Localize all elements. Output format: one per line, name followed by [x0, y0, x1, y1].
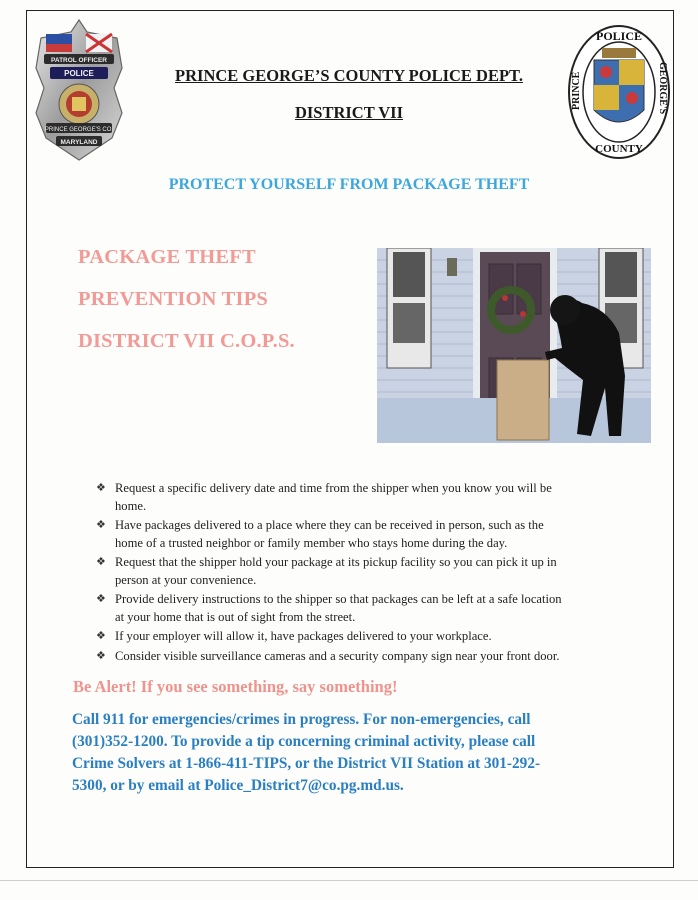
- diamond-bullet-icon: ❖: [96, 519, 106, 531]
- department-title: PRINCE GEORGE’S COUNTY POLICE DEPT.: [175, 66, 523, 85]
- badge-center-text: POLICE: [64, 69, 94, 78]
- tip-text: Consider visible surveillance cameras and a security company sign near your front door.: [115, 648, 560, 663]
- tip-text-cont: home of a trusted neighbor or family member who stays home during the day.: [115, 535, 508, 550]
- tip-text-cont: person at your convenience.: [115, 572, 257, 587]
- contact-line: Crime Solvers at 1-866-411-TIPS, or the District VII Station at 301-292-: [72, 755, 541, 772]
- tip-item: [94, 628, 624, 646]
- diamond-bullet-icon: ❖: [96, 556, 106, 568]
- diamond-bullet-icon: ❖: [96, 482, 106, 494]
- tip-text-cont: at your home that is out of sight from the street.: [115, 609, 356, 624]
- diamond-bullet-icon: ❖: [96, 593, 106, 605]
- contact-line: (301)352-1200. To provide a tip concerning criminal activity, please call: [72, 733, 536, 750]
- tip-text: Request a specific delivery date and time from the shipper when you know you will be: [115, 481, 552, 495]
- tip-item: [94, 648, 624, 666]
- badge-county-text: PRINCE GEORGE'S CO.: [44, 127, 114, 133]
- be-alert-message: Be Alert! If you see something, say something!: [73, 677, 398, 696]
- scan-edge-line: [0, 880, 698, 881]
- badge-state-text: MARYLAND: [60, 139, 98, 146]
- tip-text-cont: home.: [115, 498, 147, 513]
- tip-item: [94, 517, 624, 552]
- tagline-heading: PROTECT YOURSELF FROM PACKAGE THEFT: [168, 176, 530, 193]
- tip-text: If your employer will allow it, have packages delivered to your workplace.: [115, 629, 492, 643]
- contact-line: 5300, or by email at Police_District7@co.pg.md.us.: [72, 777, 404, 794]
- diamond-bullet-icon: ❖: [96, 630, 106, 642]
- seal-left-text: PRINCE: [571, 71, 582, 110]
- seal-bottom-text: COUNTY: [595, 143, 643, 155]
- district-title: DISTRICT VII: [294, 103, 404, 122]
- tip-text: Provide delivery instructions to the shipper so that packages can be left at a safe location: [115, 592, 562, 606]
- tip-item: [94, 480, 624, 515]
- contact-information: [72, 709, 612, 797]
- seal-right-text: GEORGE'S: [657, 62, 668, 115]
- county-police-seal-logo: [566, 22, 672, 162]
- seal-top-text: POLICE: [595, 29, 643, 43]
- tip-item: [94, 554, 624, 589]
- badge-top-text: PATROL OFFICER: [51, 57, 107, 64]
- contact-line: Call 911 for emergencies/crimes in progress. For non-emergencies, call: [72, 711, 531, 728]
- prevention-tips-list: [94, 480, 624, 667]
- tip-item: [94, 591, 624, 626]
- title-line-2: PREVENTION TIPS: [78, 288, 269, 310]
- tip-text: Have packages delivered to a place where they can be received in person, such as the: [115, 518, 544, 532]
- tip-text: Request that the shipper hold your package at its pickup facility so you can pick it up in: [115, 555, 557, 569]
- police-badge-logo: [32, 18, 127, 163]
- title-line-1: PACKAGE THEFT: [78, 246, 256, 268]
- title-line-3: DISTRICT VII C.O.P.S.: [78, 330, 295, 352]
- package-thief-photo: [377, 248, 651, 443]
- diamond-bullet-icon: ❖: [96, 649, 106, 662]
